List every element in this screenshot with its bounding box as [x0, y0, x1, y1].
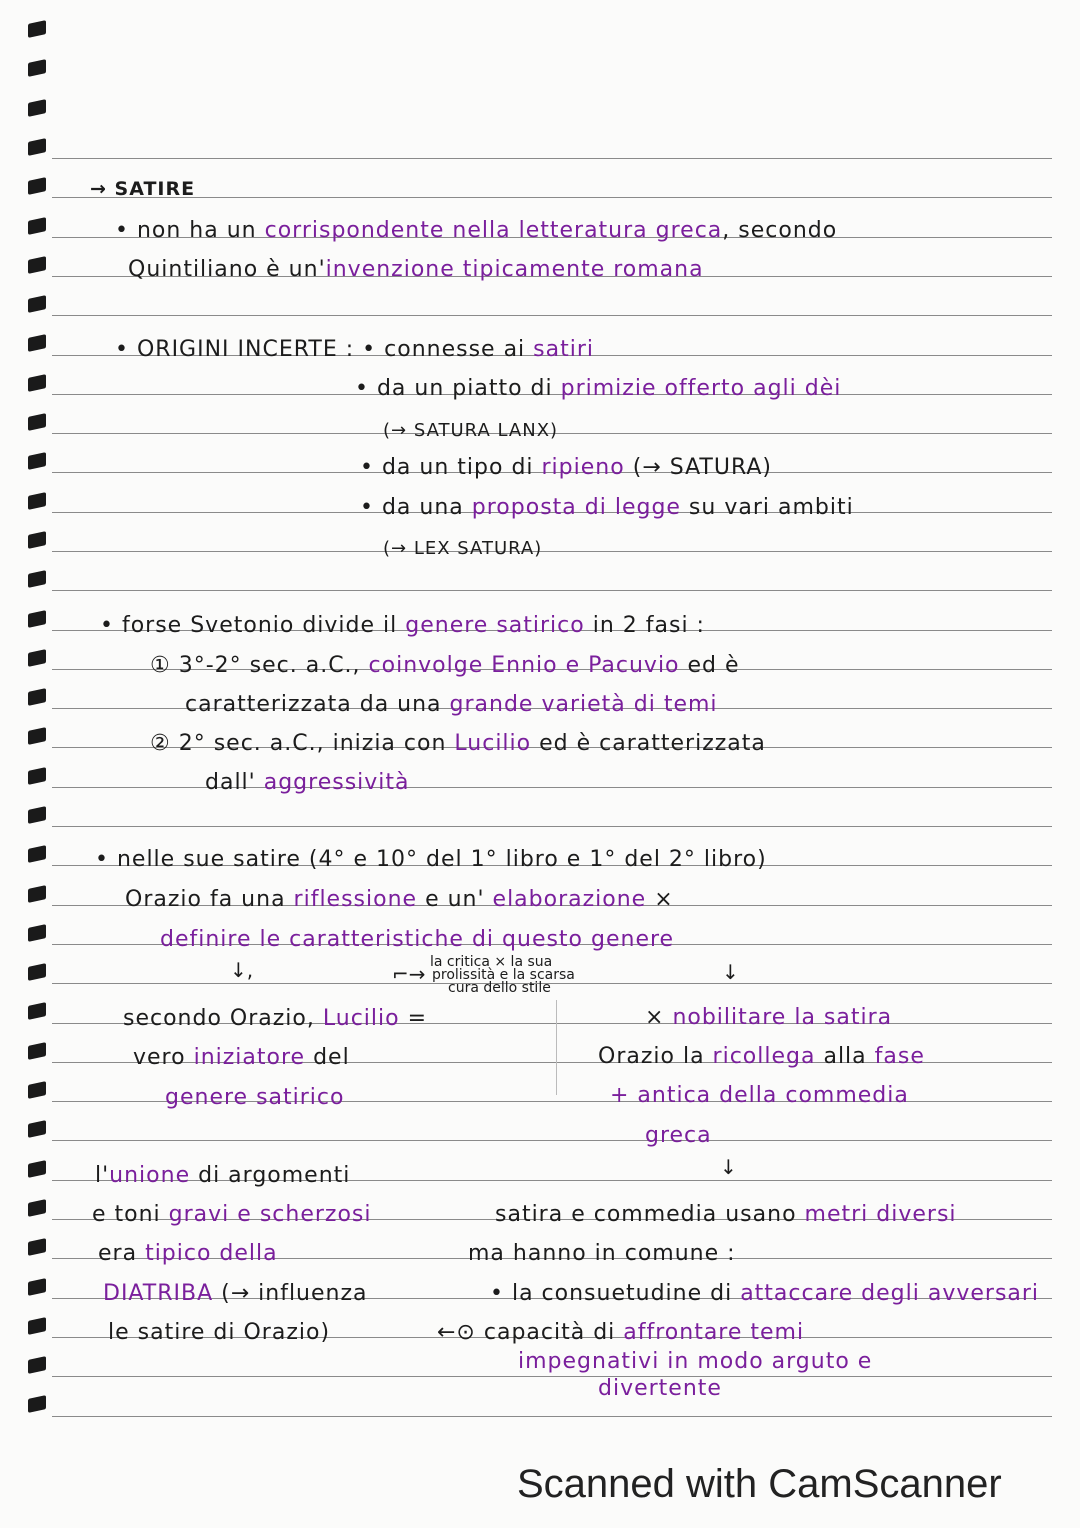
highlighted-text: genere satirico: [165, 1085, 345, 1110]
note-line: [495, 1202, 957, 1228]
note-line: [645, 1005, 892, 1031]
text-segment: del: [305, 1045, 350, 1070]
text-segment: l': [95, 1163, 110, 1188]
down-arrow-icon: ↓: [720, 1155, 737, 1179]
note-line: [115, 218, 837, 244]
highlighted-text: + antica della commedia: [610, 1083, 909, 1108]
text-segment: (→ SATURA): [624, 455, 772, 480]
spiral-ring: [28, 806, 46, 824]
highlighted-text: impegnativi in modo arguto e: [518, 1349, 873, 1374]
highlighted-text: unione: [109, 1163, 191, 1188]
spiral-ring: [28, 767, 46, 785]
note-line: [115, 337, 594, 363]
spiral-ring: [28, 217, 46, 235]
spiral-ring: [28, 727, 46, 745]
spiral-ring: [28, 1120, 46, 1138]
text-segment: ed è: [679, 653, 740, 678]
spiral-ring: [28, 138, 46, 156]
note-line: [95, 1163, 350, 1189]
spiral-ring: [28, 177, 46, 195]
text-segment: ① 3°-2° sec. a.C.,: [150, 653, 369, 678]
spiral-ring: [28, 1199, 46, 1217]
spiral-ring: [28, 1002, 46, 1020]
spiral-ring: [28, 256, 46, 274]
spiral-ring: [28, 334, 46, 352]
text-segment: ma hanno in comune :: [468, 1241, 736, 1266]
spiral-ring: [28, 413, 46, 431]
text-segment: la critica × la sua: [430, 954, 553, 970]
text-segment: • non ha un: [115, 218, 265, 243]
text-segment: prolissità e la scarsa: [432, 967, 575, 983]
note-line: [518, 1349, 872, 1375]
spiral-ring: [28, 610, 46, 628]
text-segment: in 2 fasi :: [584, 613, 705, 638]
ruled-line: [52, 1416, 1052, 1417]
note-line: [150, 731, 766, 757]
highlighted-text: primizie offerto agli dèi: [560, 376, 842, 401]
highlighted-text: fase: [874, 1044, 925, 1069]
note-line: [100, 613, 705, 639]
spiral-ring: [28, 1356, 46, 1374]
note-line: [98, 1241, 278, 1267]
note-line: [95, 847, 767, 873]
spiral-ring: [28, 452, 46, 470]
highlighted-text: tipico della: [145, 1241, 278, 1266]
text-segment: • forse Svetonio divide il: [100, 613, 406, 638]
text-segment: Orazio la: [598, 1044, 713, 1069]
ruled-line: [52, 551, 1052, 552]
highlighted-text: gravi e scherzosi: [168, 1202, 372, 1227]
text-segment: • ORIGINI INCERTE :: [115, 337, 363, 362]
spiral-ring: [28, 1278, 46, 1296]
highlighted-text: metri diversi: [804, 1202, 957, 1227]
text-segment: e toni: [92, 1202, 169, 1227]
text-segment: (→ LEX SATURA): [383, 538, 543, 559]
note-line: [468, 1241, 736, 1267]
spiral-ring: [28, 1160, 46, 1178]
note-line: [437, 1320, 804, 1346]
spiral-ring: [28, 1238, 46, 1256]
spiral-ring: [28, 570, 46, 588]
note-line: [355, 376, 841, 402]
note-line: [490, 1281, 1039, 1307]
spiral-ring: [28, 1042, 46, 1060]
spiral-ring: [28, 924, 46, 942]
highlighted-text: aggressività: [263, 770, 410, 795]
spiral-ring: [28, 531, 46, 549]
text-segment: ② 2° sec. a.C., inizia con: [150, 731, 455, 756]
text-segment: • nelle sue satire (4° e 10° del 1° libro e 1° del 2° libro): [95, 847, 767, 872]
note-line: [92, 1202, 371, 1228]
scanner-watermark: Scanned with CamScanner: [517, 1462, 1002, 1506]
highlighted-text: greca: [645, 1123, 712, 1148]
text-segment: satira e commedia usano: [495, 1202, 805, 1227]
note-line: [128, 257, 704, 283]
down-arrow-icon: ↓,: [230, 958, 254, 982]
note-line: [645, 1123, 712, 1149]
note-line: [103, 1281, 368, 1307]
spiral-ring: [28, 885, 46, 903]
spiral-ring: [28, 1395, 46, 1413]
highlighted-text: elaborazione: [492, 887, 647, 912]
highlighted-text: affrontare temi: [623, 1320, 805, 1345]
highlighted-text: proposta di legge: [471, 495, 681, 520]
highlighted-text: attaccare degli avversari: [740, 1281, 1040, 1306]
note-line: [165, 1085, 344, 1111]
text-segment: Orazio fa una: [125, 887, 294, 912]
text-segment: le satire di Orazio): [108, 1320, 331, 1345]
text-segment: , secondo: [722, 218, 838, 243]
text-segment: alla: [815, 1044, 875, 1069]
text-segment: cura dello stile: [448, 980, 551, 996]
highlighted-text: Lucilio: [322, 1006, 400, 1031]
ruled-line: [52, 983, 1052, 984]
note-line: [598, 1044, 925, 1070]
text-segment: su vari ambiti: [680, 495, 854, 520]
text-segment: ×: [646, 887, 674, 912]
highlighted-text: definire le caratteristiche di questo genere: [160, 927, 675, 952]
highlighted-text: DIATRIBA: [103, 1281, 214, 1306]
note-line: [598, 1376, 722, 1402]
note-line: [160, 927, 674, 953]
spiral-ring: [28, 1081, 46, 1099]
spiral-ring: [28, 845, 46, 863]
spiral-ring: [28, 59, 46, 77]
highlighted-text: riflessione: [293, 887, 418, 912]
note-line: [383, 536, 542, 562]
note-line: [108, 1320, 330, 1346]
ruled-line: [52, 158, 1052, 159]
heading-satire: [90, 176, 195, 202]
side-note: [448, 982, 551, 995]
spiral-ring: [28, 374, 46, 392]
text-segment: secondo Orazio,: [123, 1006, 323, 1031]
text-segment: • da un piatto di: [355, 376, 561, 401]
note-line: [360, 495, 854, 521]
note-line: [125, 887, 674, 913]
spiral-ring: [28, 99, 46, 117]
spiral-ring: [28, 649, 46, 667]
note-line: [360, 455, 772, 481]
ruled-line: [52, 826, 1052, 827]
note-line: [383, 418, 558, 444]
spiral-ring: [28, 688, 46, 706]
spiral-ring: [28, 963, 46, 981]
text-segment: ×: [645, 1005, 673, 1030]
divider-line: [556, 1000, 557, 1095]
text-segment: =: [399, 1006, 428, 1031]
highlighted-text: satiri: [533, 337, 595, 362]
ruled-line: [52, 1376, 1052, 1377]
highlighted-text: iniziatore: [193, 1045, 306, 1070]
highlighted-text: nobilitare la satira: [672, 1005, 893, 1030]
highlighted-text: grande varietà di temi: [449, 692, 718, 717]
note-line: [610, 1083, 909, 1109]
note-line: [150, 653, 740, 679]
ruled-line: [52, 787, 1052, 788]
spiral-ring: [28, 20, 46, 38]
highlighted-text: invenzione tipicamente romana: [325, 257, 704, 282]
text-segment: di argomenti: [190, 1163, 351, 1188]
ruled-line: [52, 1140, 1052, 1141]
text-segment: • da una: [360, 495, 472, 520]
ruled-line: [52, 590, 1052, 591]
text-segment: Quintiliano è un': [128, 257, 326, 282]
text-segment: • da un tipo di: [360, 455, 542, 480]
spiral-ring: [28, 492, 46, 510]
highlighted-text: ricollega: [712, 1044, 816, 1069]
text-segment: → SATIRE: [90, 178, 196, 200]
highlighted-text: divertente: [598, 1376, 722, 1401]
note-line: [205, 770, 410, 796]
down-arrow-icon: ↓: [722, 960, 739, 984]
highlighted-text: Lucilio: [454, 731, 532, 756]
highlighted-text: coinvolge Ennio e Pacuvio: [368, 653, 680, 678]
ruled-line: [52, 197, 1052, 198]
highlighted-text: ripieno: [541, 455, 625, 480]
text-segment: ←⊙ capacità di: [437, 1320, 624, 1345]
note-line: [133, 1045, 350, 1071]
text-segment: vero: [133, 1045, 194, 1070]
text-segment: e un': [417, 887, 493, 912]
text-segment: • la consuetudine di: [490, 1281, 741, 1306]
highlighted-text: corrispondente nella letteratura greca: [264, 218, 723, 243]
text-segment: (→ influenza: [213, 1281, 368, 1306]
note-line: [185, 692, 718, 718]
note-line: [123, 1006, 427, 1032]
text-segment: ed è caratterizzata: [531, 731, 766, 756]
ruled-line: [52, 315, 1052, 316]
text-segment: dall': [205, 770, 264, 795]
text-segment: • connesse ai: [362, 337, 534, 362]
text-segment: era: [98, 1241, 146, 1266]
spiral-ring: [28, 1317, 46, 1335]
spiral-ring: [28, 295, 46, 313]
text-segment: (→ SATURA LANX): [383, 420, 559, 441]
highlighted-text: genere satirico: [405, 613, 585, 638]
text-segment: caratterizzata da una: [185, 692, 450, 717]
bracket-arrow-icon: ⌐→: [392, 962, 426, 986]
